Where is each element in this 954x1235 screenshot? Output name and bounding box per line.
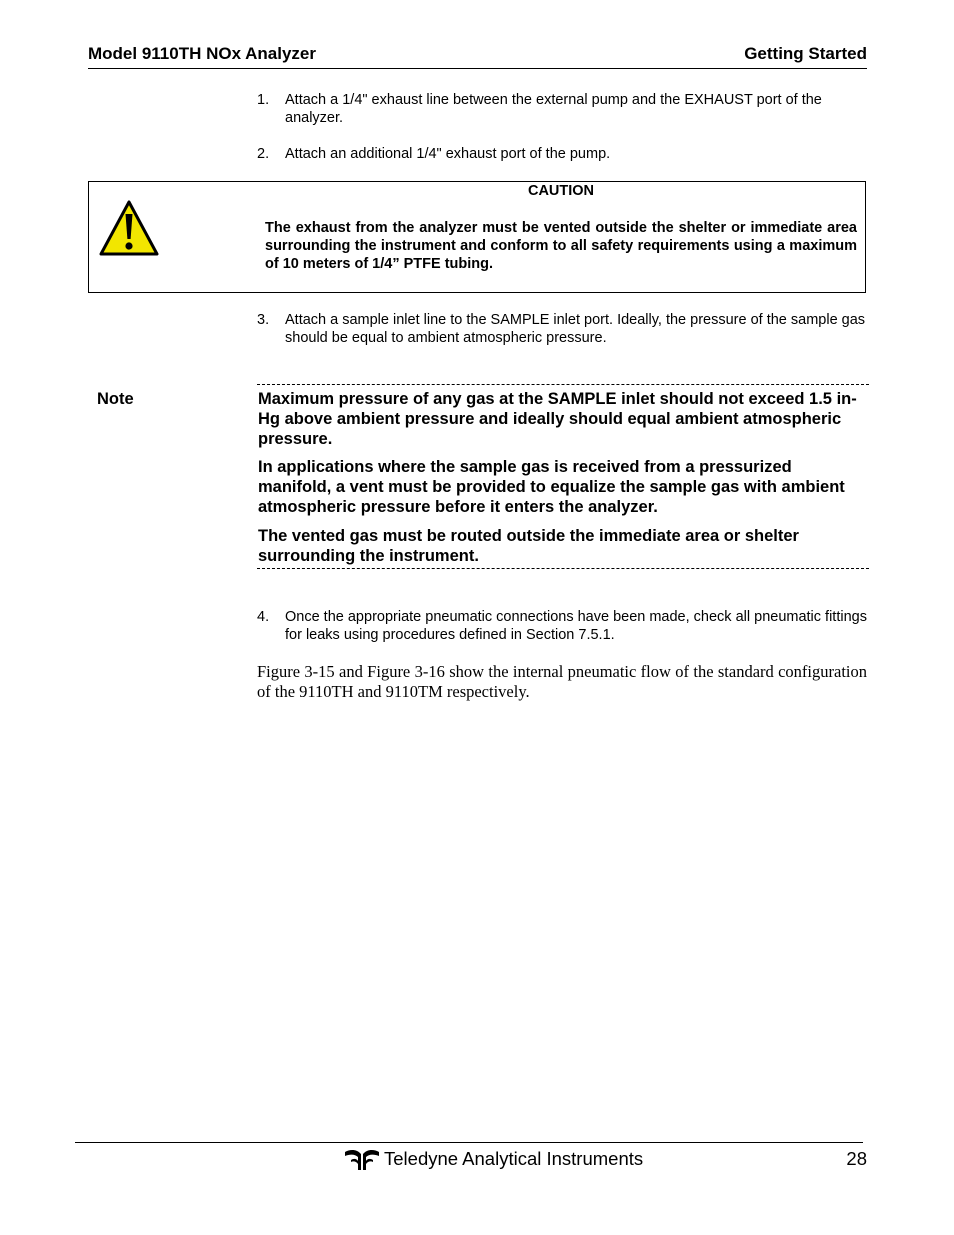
step-4	[257, 608, 867, 644]
caution-text: The exhaust from the analyzer must be vented outside the shelter or immediate area surrounding the instrument and conform to all safety requirements using a maximum of 10 meters of 1/4” PTFE tubing.	[265, 220, 857, 272]
header-model-title: Model 9110TH NOx Analyzer	[88, 44, 317, 63]
step-1	[257, 91, 867, 127]
note-label: Note	[97, 390, 134, 408]
caution-title: CAUTION	[527, 183, 595, 199]
note-paragraph: The vented gas must be routed outside the immediate area or shelter surrounding the instrument.	[258, 527, 799, 565]
footer-company-name: Teledyne Analytical Instruments	[384, 1148, 644, 1169]
teledyne-logo-icon	[345, 1148, 379, 1170]
step-number: 1.	[257, 92, 270, 108]
step-number: 2.	[257, 146, 270, 162]
footer-divider	[75, 1142, 863, 1143]
step-text: Attach an additional 1/4" exhaust port of the pump.	[285, 146, 611, 162]
header-section-title: Getting Started	[744, 44, 867, 63]
caution-box	[88, 181, 866, 293]
note-bottom-divider	[257, 568, 869, 569]
body-paragraph: Figure 3-15 and Figure 3-16 show the internal pneumatic flow of the standard configuration of the 9110TH and 9110TM respectively.	[257, 662, 867, 701]
step-text: Attach a 1/4" exhaust line between the external pump and the EXHAUST port of the analyzer.	[285, 92, 822, 126]
step-number: 4.	[257, 609, 270, 625]
step-text: Attach a sample inlet line to the SAMPLE inlet port. Ideally, the pressure of the sample gas should be equal to ambient atmospheric pressure.	[285, 312, 866, 346]
step-number: 3.	[257, 312, 270, 328]
warning-triangle-icon	[98, 199, 160, 257]
step-text: Once the appropriate pneumatic connections have been made, check all pneumatic fittings for leaks using procedures defined in Section 7.5.1.	[285, 609, 867, 643]
note-paragraph: Maximum pressure of any gas at the SAMPLE inlet should not exceed 1.5 in-Hg above ambient pressure and ideally should equal ambient atmospheric pressure.	[258, 390, 857, 448]
header-divider	[88, 68, 867, 69]
page-number: 28	[846, 1148, 867, 1169]
note-paragraph: In applications where the sample gas is received from a pressurized manifold, a vent must be provided to equalize the sample gas with ambient atmospheric pressure before it enters the analyzer.	[258, 458, 845, 516]
step-2	[257, 145, 867, 163]
step-3	[257, 311, 867, 347]
note-top-divider	[257, 384, 869, 385]
